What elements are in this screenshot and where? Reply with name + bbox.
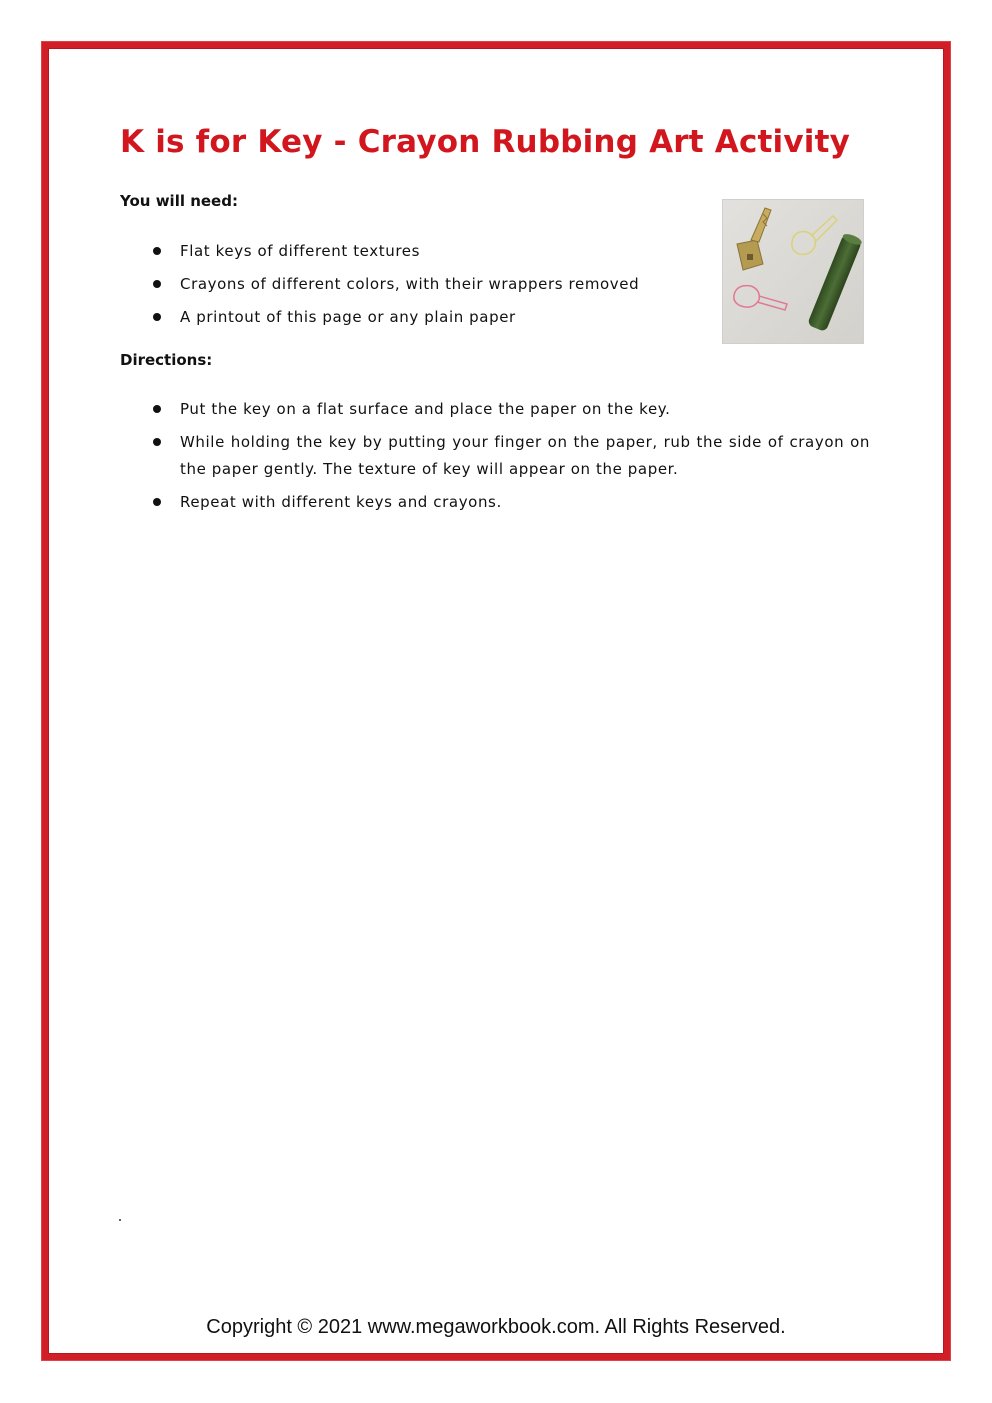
needs-item-text: Flat keys of different textures — [180, 242, 420, 260]
needs-item-text: Crayons of different colors, with their wrappers removed — [180, 275, 640, 293]
bullet-icon — [153, 438, 161, 446]
list-item — [150, 271, 710, 298]
bullet-icon — [153, 247, 161, 255]
list-item — [150, 429, 870, 483]
key-crayon-rubbing-photo — [722, 199, 864, 344]
direction-item-text: While holding the key by putting your finger on the paper, rub the side of crayon on the paper gently. The texture of key will appear on the paper. — [180, 433, 870, 478]
direction-item-text: Put the key on a flat surface and place the paper on the key. — [180, 400, 671, 418]
needs-item-text: A printout of this page or any plain paper — [180, 308, 516, 326]
directions-list — [150, 396, 870, 522]
page-title: K is for Key - Crayon Rubbing Art Activity — [120, 124, 851, 160]
list-item — [150, 238, 710, 265]
bullet-icon — [153, 313, 161, 321]
list-item — [150, 304, 710, 331]
copyright-footer: Copyright © 2021 www.megaworkbook.com. All Rights Reserved. — [206, 1316, 786, 1338]
list-item — [150, 396, 870, 423]
stray-mark — [119, 1219, 121, 1221]
bullet-icon — [153, 280, 161, 288]
bullet-icon — [153, 498, 161, 506]
needs-heading: You will need: — [120, 192, 238, 210]
direction-item-text: Repeat with different keys and crayons. — [180, 493, 502, 511]
directions-heading: Directions: — [120, 351, 213, 369]
needs-list — [150, 238, 710, 337]
bullet-icon — [153, 405, 161, 413]
list-item — [150, 489, 870, 516]
